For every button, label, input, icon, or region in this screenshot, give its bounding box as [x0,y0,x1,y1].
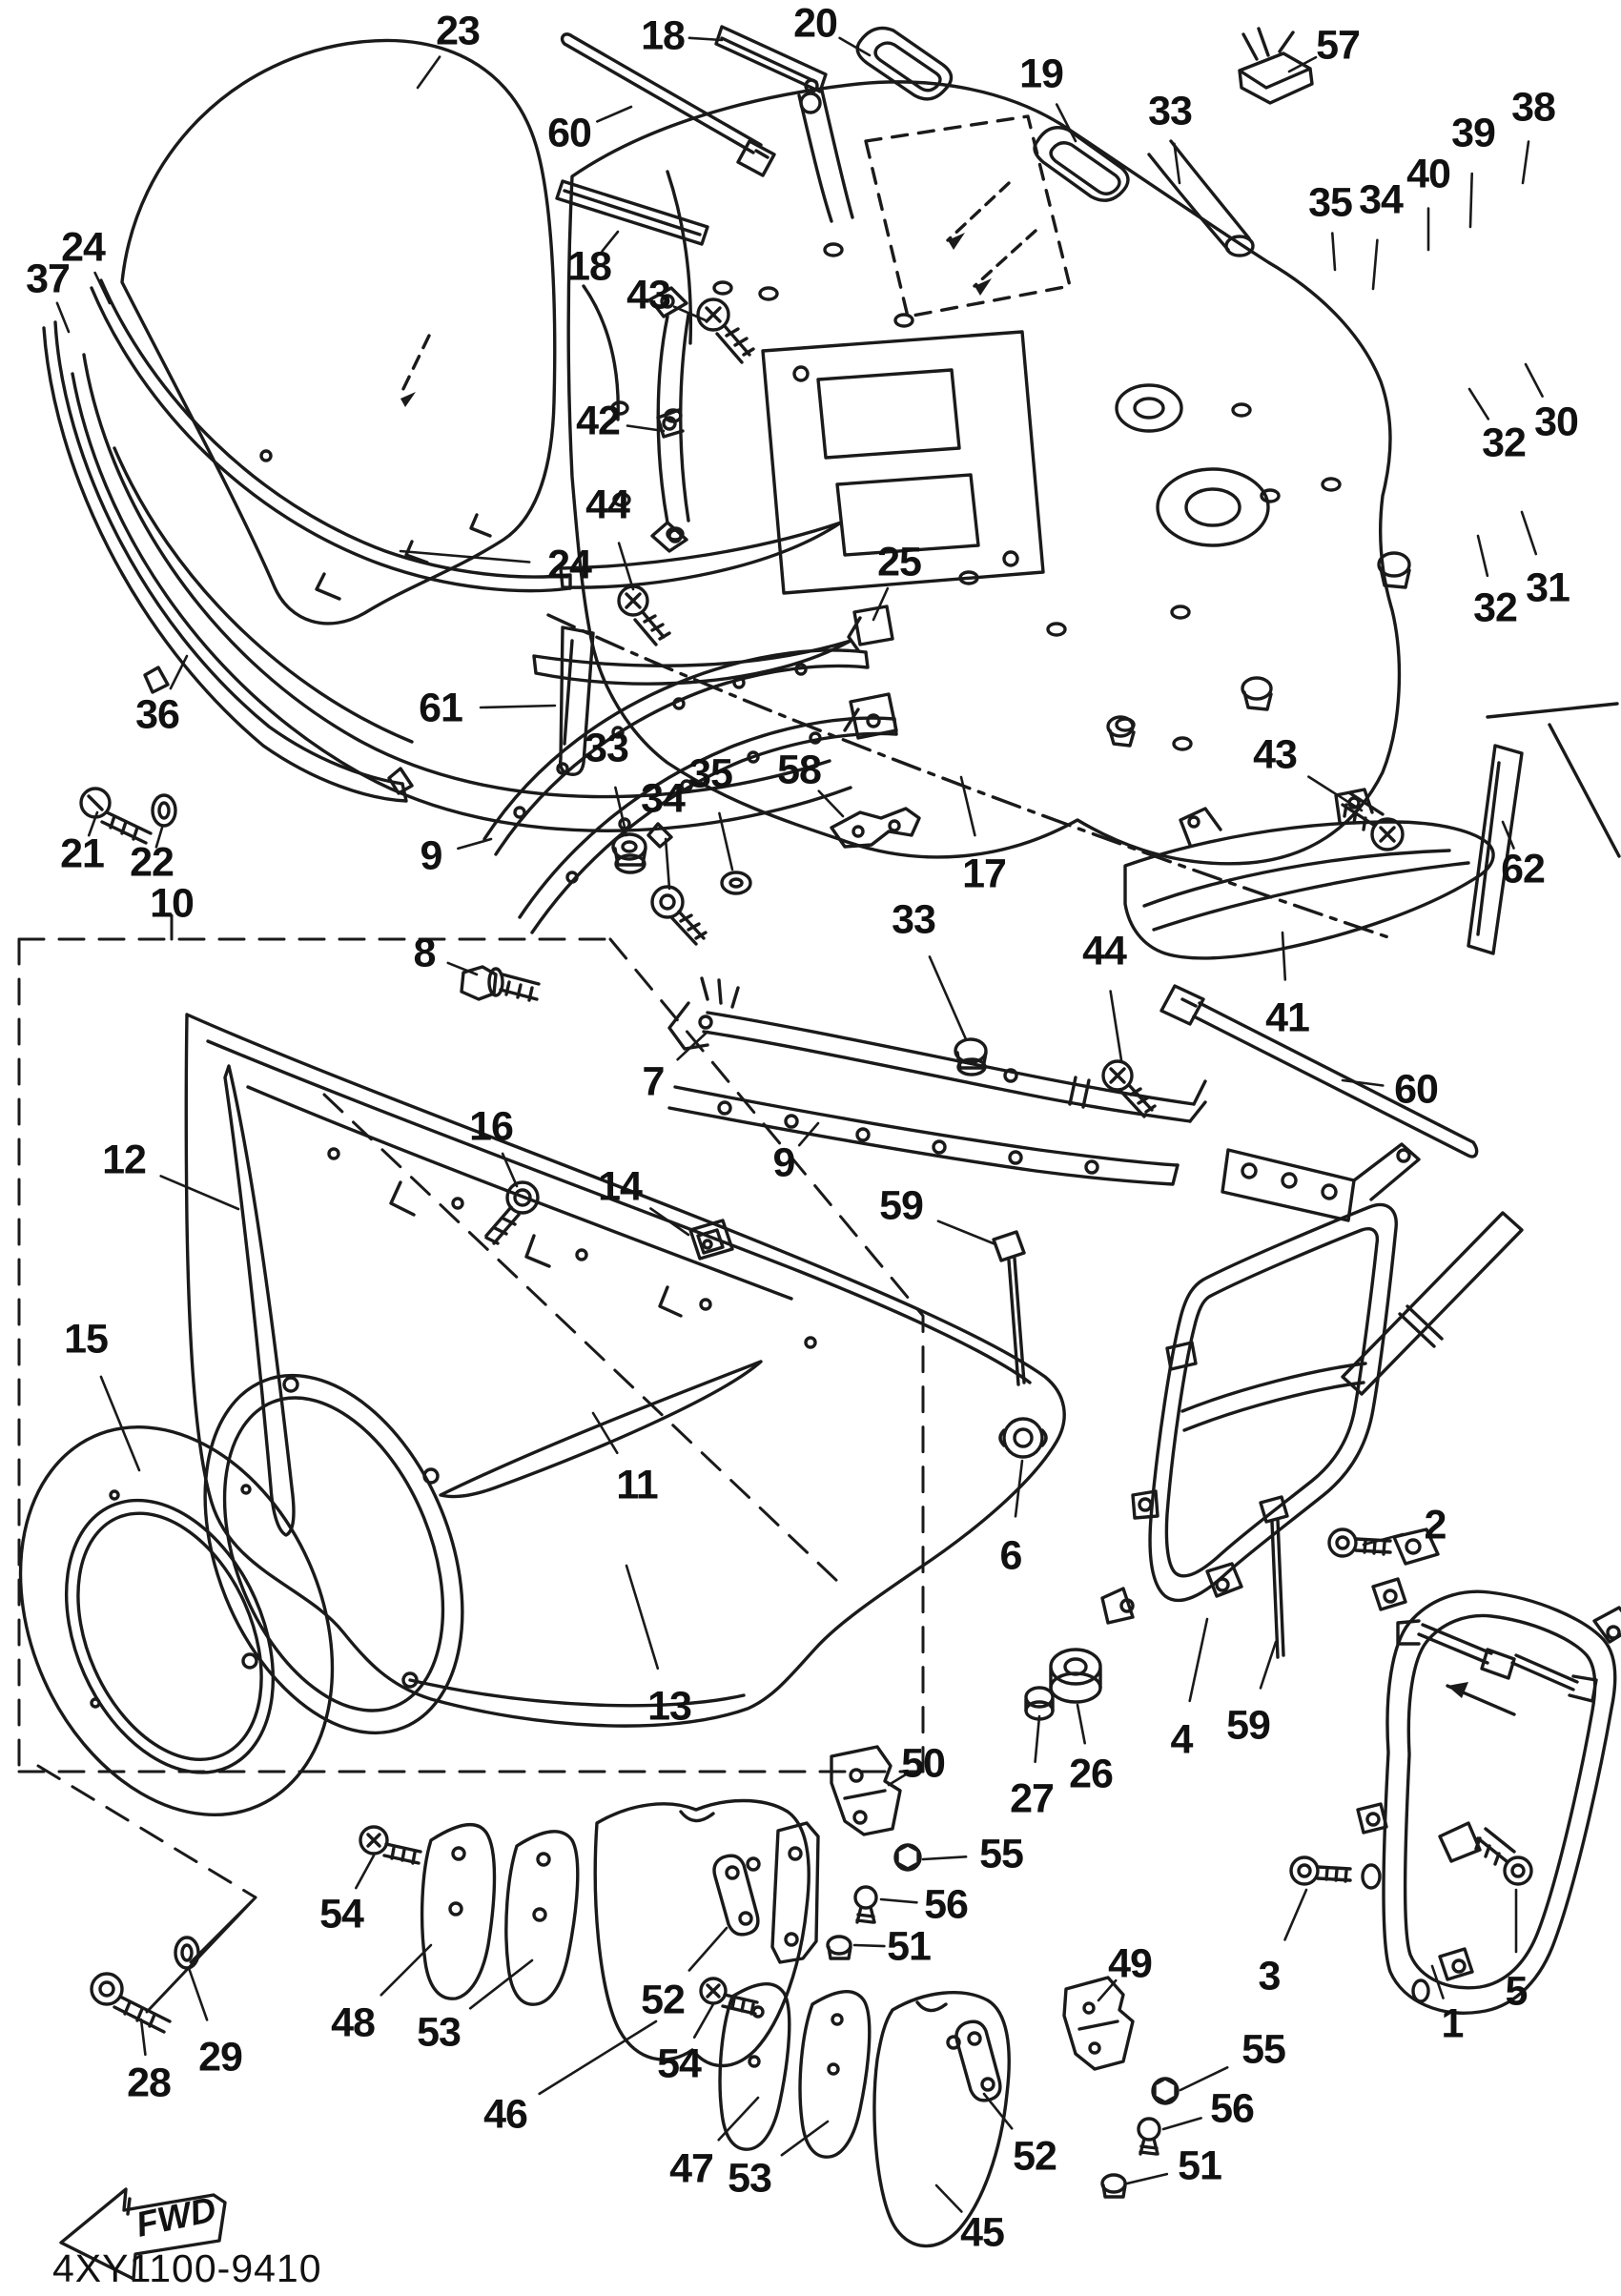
leader-line-34-31 [666,839,669,889]
part-label-27-56: 27 [1010,1775,1054,1822]
part-label-35-32: 35 [688,750,732,797]
part-label-38-6: 38 [1511,84,1555,131]
part-label-50-60: 50 [901,1740,945,1787]
part-label-25-22: 25 [877,539,921,585]
part-label-18-16: 18 [567,243,611,290]
leader-line-56-66 [1163,2118,1201,2129]
leader-line-30-11 [1526,364,1543,397]
leader-line-16-45 [503,1154,517,1186]
part-label-44-21: 44 [585,482,629,528]
leader-line-37-18 [57,303,69,332]
part-label-11-49: 11 [616,1462,658,1508]
leader-line-12-44 [161,1176,238,1209]
lower-cowl-11-13-headlight-15 [0,1015,1064,1864]
part-label-40-8: 40 [1406,151,1450,197]
leader-line-39-7 [1470,174,1472,227]
part-label-34-31: 34 [641,775,685,822]
setting-plates-9-fasteners [484,650,986,1075]
leader-line-29-79 [189,1968,207,2019]
part-label-28-78: 28 [127,2060,171,2106]
leader-line-28-78 [141,2019,145,2055]
leader-line-32-14 [1478,536,1488,576]
part-label-59-47: 59 [879,1182,923,1229]
part-label-19-3: 19 [1019,51,1063,97]
leader-line-23-0 [418,57,440,88]
leader-lines [57,38,1543,2212]
part-label-39-7: 39 [1451,110,1495,156]
part-label-33-4: 33 [1148,88,1192,134]
part-label-55-61: 55 [979,1831,1023,1877]
leader-line-26-55 [1077,1705,1085,1743]
leader-line-15-48 [101,1377,139,1470]
part-label-56-62: 56 [924,1881,968,1928]
part-label-33-30: 33 [585,725,628,771]
leader-line-51-67 [1127,2174,1167,2183]
part-label-44-37: 44 [1082,928,1126,974]
part-label-47-74: 47 [669,2145,713,2192]
part-label-54-69: 54 [319,1891,363,1937]
part-label-2-52: 2 [1424,1502,1447,1548]
part-label-21-27: 21 [60,830,104,877]
stay-42-screw-44 [619,288,688,645]
inner-panel-part-17 [548,29,1409,943]
leader-line-9-29 [458,839,491,849]
leader-line-45-77 [936,2185,961,2212]
part-label-41-38: 41 [1265,994,1309,1041]
part-label-26-55: 26 [1069,1751,1113,1797]
part-label-46-72: 46 [483,2091,527,2138]
windshield-part-23 [122,40,555,623]
part-label-45-77: 45 [960,2209,1004,2256]
part-label-32-14: 32 [1473,584,1517,631]
part-label-1-58: 1 [1441,2000,1464,2047]
part-label-10-40: 10 [150,880,194,927]
leader-line-46-72 [540,2021,656,2094]
part-label-23-0: 23 [436,8,480,54]
leader-line-56-62 [881,1899,916,1902]
leader-line-49-64 [1098,1980,1116,2000]
part-label-9-29: 9 [420,832,442,879]
part-label-18-1: 18 [641,12,685,59]
screws-21-22-28-29 [81,789,198,2032]
part-label-35-9: 35 [1308,179,1352,226]
molding-61 [561,627,593,774]
part-label-42-20: 42 [576,398,620,444]
part-label-53-75: 53 [728,2155,771,2202]
part-label-8-41: 8 [413,930,436,976]
part-label-24-23: 24 [547,542,591,588]
part-label-32-12: 32 [1482,420,1526,466]
leader-line-59-54 [1261,1642,1276,1688]
part-label-12-44: 12 [102,1137,146,1183]
part-label-3-57: 3 [1258,1953,1281,1999]
braces-7-9-screw-8 [462,967,1205,1184]
part-label-43-35: 43 [1253,731,1297,778]
part-label-14-46: 14 [598,1163,642,1210]
part-label-7-42: 7 [642,1058,665,1105]
part-label-6-51: 6 [999,1532,1022,1579]
cowl-stay-4-frame [1000,1144,1522,1623]
part-label-55-65: 55 [1241,2026,1285,2073]
part-label-20-2: 20 [793,0,837,47]
leader-line-51-63 [854,1945,884,1946]
leader-line-38-6 [1523,142,1529,183]
leader-line-34-10 [1373,240,1377,289]
leader-line-61-26 [481,706,555,707]
part-label-31-13: 31 [1526,564,1570,611]
leader-line-55-65 [1180,2067,1227,2090]
part-label-16-45: 16 [469,1103,513,1150]
leader-line-32-12 [1469,389,1488,419]
part-label-17-24: 17 [962,851,1006,897]
part-label-54-73: 54 [657,2040,701,2087]
part-label-61-26: 61 [419,685,462,731]
leader-line-13-50 [626,1566,658,1669]
part-label-9-43: 9 [772,1139,795,1186]
part-label-49-64: 49 [1108,1940,1152,1987]
bottom-plates-fasteners [360,1747,1178,2246]
leader-line-22-28 [156,828,162,847]
leader-line-41-38 [1282,933,1285,980]
leader-line-20-2 [840,38,870,55]
part-label-4-53: 4 [1170,1716,1193,1763]
leader-line-4-53 [1190,1619,1207,1701]
part-label-15-48: 15 [64,1316,108,1363]
part-label-56-66: 56 [1210,2085,1254,2132]
part-label-52-76: 52 [1013,2133,1057,2180]
part-label-51-67: 51 [1178,2142,1221,2189]
leader-line-35-9 [1332,234,1335,271]
leader-line-59-47 [938,1221,995,1244]
leader-line-53-75 [782,2122,828,2155]
part-label-13-50: 13 [647,1683,691,1730]
leader-line-54-73 [694,2004,713,2038]
leader-line-36-25 [171,656,187,688]
leader-line-60-15 [597,107,631,121]
leader-line-44-37 [1111,992,1121,1061]
part-label-37-18: 37 [26,256,70,302]
fwd-arrow-label: FWD [133,2189,220,2245]
part-label-48-70: 48 [331,1999,375,2046]
leader-line-27-56 [1036,1716,1039,1762]
part-label-57-5: 57 [1316,22,1360,69]
part-label-22-28: 22 [130,839,174,886]
leader-line-52-68 [689,1928,727,1971]
part-label-51-63: 51 [887,1923,931,1970]
part-label-5-59: 5 [1505,1968,1528,2015]
garnish-41-group [1103,704,1619,1157]
leader-line-3-57 [1285,1890,1307,1939]
leader-line-43-35 [1308,777,1362,810]
strips-18-ties-60-gaskets [557,27,1128,362]
leader-line-47-74 [719,2098,758,2140]
leader-line-48-70 [381,1945,431,1995]
part-label-59-54: 59 [1226,1702,1270,1749]
leader-line-18-16 [603,232,619,251]
part-label-60-15: 60 [547,110,591,156]
leader-line-25-22 [873,588,888,620]
part-label-60-39: 60 [1394,1066,1438,1113]
leader-line-55-61 [923,1856,966,1859]
part-label-33-34: 33 [892,896,935,943]
part-label-34-10: 34 [1359,176,1403,223]
diagram-code: 4XY1100-9410 [52,2246,322,2290]
leader-line-33-34 [930,956,966,1039]
part-label-58-33: 58 [777,747,821,793]
dashed-box-part-10 [19,915,923,2012]
part-label-62-36: 62 [1501,846,1545,892]
part-label-52-68: 52 [641,1977,685,2023]
part-label-53-71: 53 [417,2009,461,2056]
part-label-29-79: 29 [198,2034,242,2081]
part-label-43-17: 43 [626,272,670,318]
part-label-24-19: 24 [61,224,105,271]
leader-line-31-13 [1522,512,1536,554]
part-label-36-25: 36 [135,691,179,738]
leader-line-50-60 [889,1773,908,1785]
inner-stay-1 [1258,1497,1621,2013]
leader-line-54-69 [356,1855,374,1888]
dampers-26-27 [1026,1650,1100,1719]
part-label-30-11: 30 [1534,399,1578,445]
leader-line-17-24 [961,777,975,835]
